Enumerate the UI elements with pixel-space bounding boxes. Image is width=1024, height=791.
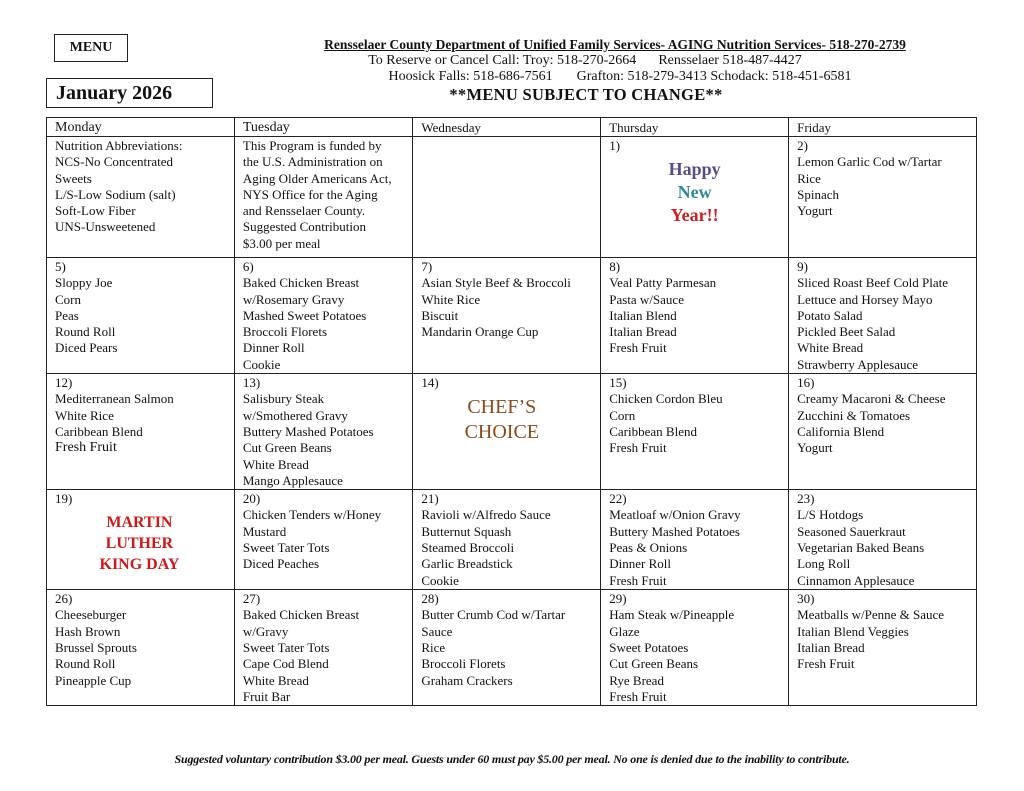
special-text-line: CHEF’S: [467, 396, 537, 419]
menu-item: Italian Bread: [797, 640, 865, 656]
menu-item: White Rice: [55, 407, 114, 423]
menu-item: Mashed Sweet Potatoes: [242, 307, 367, 323]
menu-item: Round Roll: [55, 656, 116, 672]
special-text-line: CHOICE: [464, 421, 540, 444]
day-cell: [234, 374, 412, 490]
menu-item: Sweet Potatoes: [609, 640, 689, 656]
menu-item: White Bread: [242, 672, 309, 688]
menu-item: Yogurt: [797, 203, 833, 219]
menu-item: Cheeseburger: [55, 607, 127, 623]
date-number: 19): [55, 491, 73, 507]
special-text-line: MARTIN: [106, 514, 173, 532]
day-cell: [47, 137, 235, 258]
menu-item: Salisbury Steak: [242, 391, 325, 407]
menu-item: Garlic Breadstick: [421, 556, 513, 572]
date-number: 6): [242, 259, 254, 274]
weekday-header-row: [47, 118, 977, 137]
menu-item: Pasta w/Sauce: [609, 291, 684, 307]
date-number: 22): [609, 491, 627, 507]
date-number: 28): [421, 591, 439, 607]
menu-item: Caribbean Blend: [609, 423, 697, 439]
contribution-footer: Suggested voluntary contribution $3.00 per meal. Guests under 60 must pay $5.00 per meal. No one is denied due to the inability to contribute.: [174, 752, 850, 766]
day-cell: [601, 137, 789, 258]
menu-item: Sauce: [421, 623, 453, 639]
menu-item: This Program is funded by: [242, 138, 382, 153]
week-row: [47, 590, 977, 706]
menu-item: Cookie: [421, 572, 459, 588]
menu-item: Broccoli Florets: [421, 656, 506, 672]
menu-item: California Blend: [797, 423, 885, 439]
menu-item: Corn: [55, 291, 81, 307]
day-header-tuesday: Tuesday: [234, 118, 412, 137]
menu-item: Long Roll: [797, 556, 851, 572]
menu-item: Diced Peaches: [242, 556, 320, 572]
menu-item: Round Roll: [55, 324, 116, 340]
menu-item: Hash Brown: [55, 623, 121, 639]
menu-item: Rice: [421, 640, 446, 656]
menu-item: w/Gravy: [242, 623, 289, 639]
menu-item: Creamy Macaroni & Cheese: [797, 391, 946, 407]
day-header-friday: Friday: [789, 118, 977, 137]
menu-item: White Bread: [797, 340, 864, 356]
date-number: 15): [609, 375, 627, 391]
menu-item: Suggested Contribution: [242, 219, 367, 235]
date-number: 1): [609, 138, 621, 153]
day-cell: [413, 490, 601, 590]
menu-item: Sweet Tater Tots: [242, 540, 330, 556]
menu-item: Cut Green Beans: [609, 656, 699, 672]
day-cell: [234, 590, 412, 706]
menu-item: Rye Bread: [609, 672, 664, 688]
menu-item: w/Smothered Gravy: [242, 407, 348, 423]
day-header-monday: Monday: [47, 118, 235, 137]
menu-item: Mandarin Orange Cup: [421, 324, 539, 340]
menu-item: Buttery Mashed Potatoes: [609, 523, 740, 539]
menu-item: Soft-Low Fiber: [55, 203, 136, 219]
menu-item: Fresh Fruit: [609, 440, 667, 456]
day-cell: [789, 374, 977, 490]
day-cell: [234, 258, 412, 374]
menu-item: Sliced Roast Beef Cold Plate: [797, 275, 949, 291]
menu-item: Zucchini & Tomatoes: [797, 407, 911, 423]
menu-item: Rice: [797, 170, 821, 186]
menu-item: Butter Crumb Cod w/Tartar: [421, 607, 566, 623]
month-title: January 2026: [46, 78, 213, 108]
menu-item: Butternut Squash: [421, 523, 512, 539]
date-number: 20): [242, 491, 261, 507]
day-header-wednesday: Wednesday: [413, 118, 601, 137]
change-notice: **MENU SUBJECT TO CHANGE**: [449, 85, 723, 104]
menu-item: $3.00 per meal: [242, 235, 321, 251]
menu-item: Fresh Fruit: [609, 572, 667, 588]
menu-item: Steamed Broccoli: [421, 540, 515, 556]
menu-item: Potato Salad: [797, 307, 863, 323]
menu-item: Fresh Fruit: [609, 340, 667, 356]
menu-item: the U.S. Administration on: [242, 154, 383, 170]
date-number: 27): [242, 591, 261, 607]
date-number: 16): [797, 375, 815, 391]
date-number: 26): [55, 591, 73, 607]
menu-item: Fresh Fruit: [797, 656, 855, 672]
menu-item: Chicken Cordon Bleu: [609, 391, 723, 407]
menu-item: Cape Cod Blend: [242, 656, 329, 672]
date-number: 7): [421, 259, 433, 274]
menu-item: White Bread: [242, 456, 309, 472]
menu-item: Veal Patty Parmesan: [609, 275, 717, 291]
day-cell: [47, 590, 235, 706]
menu-item: Nutrition Abbreviations:: [55, 138, 183, 153]
day-cell: [234, 137, 412, 258]
date-number: 13): [242, 375, 261, 391]
day-cell: [413, 258, 601, 374]
menu-item: Glaze: [609, 623, 640, 639]
menu-item: Mango Applesauce: [242, 472, 343, 488]
day-cell: [47, 258, 235, 374]
menu-item: Lettuce and Horsey Mayo: [797, 291, 933, 307]
date-number: 30): [797, 591, 815, 607]
menu-item: Cut Green Beans: [242, 440, 332, 456]
date-number: 2): [797, 138, 808, 153]
date-number: 12): [55, 375, 73, 391]
menu-item: Asian Style Beef & Broccoli: [421, 275, 571, 291]
menu-item: Pineapple Cup: [55, 672, 132, 688]
menu-item: Broccoli Florets: [242, 324, 328, 340]
day-cell: [601, 590, 789, 706]
menu-item: Cookie: [242, 356, 281, 372]
holiday-mlk-day: [55, 512, 234, 575]
day-cell: [47, 490, 235, 590]
rensselaer-phone: Rensselaer 518-487-4427: [658, 53, 802, 68]
sites-line: [230, 69, 1010, 85]
day-cell: [789, 590, 977, 706]
grafton-schodack-phone: Grafton: 518-279-3413 Schodack: 518-451-6581: [576, 69, 852, 84]
special-text-line: New: [677, 182, 712, 203]
menu-item: Dinner Roll: [609, 556, 671, 572]
menu-item: Italian Bread: [609, 324, 677, 340]
day-cell: [789, 490, 977, 590]
week-row: [47, 258, 977, 374]
menu-item: Sweet Tater Tots: [242, 640, 330, 656]
menu-item: L/S Hotdogs: [797, 507, 864, 523]
date-number: 8): [609, 259, 621, 274]
hoosick-phone: Hoosick Falls: 518-686-7561: [388, 69, 553, 84]
special-text-line: Year!!: [670, 205, 719, 226]
day-cell: [413, 137, 601, 258]
date-number: 21): [421, 491, 439, 507]
menu-item: Biscuit: [421, 307, 459, 323]
menu-item: Strawberry Applesauce: [797, 356, 919, 372]
menu-item: Seasoned Sauerkraut: [797, 523, 906, 539]
menu-item: NCS-No Concentrated: [55, 154, 174, 170]
menu-item: Italian Blend: [609, 307, 677, 323]
menu-item: Brussel Sprouts: [55, 640, 137, 656]
menu-item: Sloppy Joe: [55, 275, 113, 291]
menu-item: Fresh Fruit: [55, 440, 117, 456]
day-cell: [47, 374, 235, 490]
menu-calendar: [46, 117, 977, 706]
menu-item: Cinnamon Applesauce: [797, 572, 915, 588]
menu-item: Lemon Garlic Cod w/Tartar: [797, 154, 942, 170]
page-header: [150, 36, 1010, 105]
menu-label-box: MENU: [54, 34, 128, 62]
menu-item: Aging Older Americans Act,: [242, 170, 392, 186]
day-cell: [413, 590, 601, 706]
menu-item: Pickled Beet Salad: [797, 324, 896, 340]
day-cell: [601, 490, 789, 590]
day-cell: [234, 490, 412, 590]
menu-item: UNS-Unsweetened: [55, 219, 156, 235]
menu-item: Graham Crackers: [421, 672, 513, 688]
holiday-new-year: [609, 158, 788, 227]
day-cell: [601, 374, 789, 490]
menu-item: Sweets: [55, 170, 92, 186]
week-row: [47, 490, 977, 590]
menu-item: Fruit Bar: [242, 688, 291, 704]
date-number: 14): [421, 375, 439, 391]
week-row: [47, 374, 977, 490]
special-text-line: Happy: [668, 159, 721, 180]
menu-item: Meatloaf w/Onion Gravy: [609, 507, 741, 523]
menu-item: Italian Blend Veggies: [797, 623, 909, 639]
chefs-choice: [421, 395, 600, 445]
menu-item: Baked Chicken Breast: [242, 275, 360, 291]
date-number: 29): [609, 591, 627, 607]
menu-item: White Rice: [421, 291, 481, 307]
special-text-line: LUTHER: [105, 535, 174, 553]
menu-item: Baked Chicken Breast: [242, 607, 360, 623]
menu-item: Dinner Roll: [242, 340, 305, 356]
menu-item: Mustard: [242, 523, 287, 539]
menu-item: NYS Office for the Aging: [242, 186, 378, 202]
troy-phone: To Reserve or Cancel Call: Troy: 518-270-2664: [368, 53, 637, 68]
menu-item: Peas & Onions: [609, 540, 688, 556]
menu-item: Diced Pears: [55, 340, 118, 356]
menu-item: Ham Steak w/Pineapple: [609, 607, 735, 623]
date-number: 9): [797, 259, 808, 274]
menu-item: Ravioli w/Alfredo Sauce: [421, 507, 551, 523]
day-cell: [789, 137, 977, 258]
menu-item: Peas: [55, 307, 79, 323]
day-cell: [413, 374, 601, 490]
menu-item: and Rensselaer County.: [242, 203, 366, 219]
menu-item: Yogurt: [797, 440, 833, 456]
reserve-line: [160, 53, 1010, 69]
menu-item: Spinach: [797, 186, 839, 202]
menu-item: w/Rosemary Gravy: [242, 291, 345, 307]
menu-item: L/S-Low Sodium (salt): [55, 186, 176, 202]
menu-item: Fresh Fruit: [609, 688, 667, 704]
day-cell: [601, 258, 789, 374]
menu-item: Caribbean Blend: [55, 423, 143, 439]
day-cell: [789, 258, 977, 374]
date-number: 5): [55, 259, 66, 274]
date-number: 23): [797, 491, 815, 507]
menu-item: Mediterranean Salmon: [55, 391, 174, 407]
menu-item: Chicken Tenders w/Honey: [242, 507, 382, 523]
special-text-line: KING DAY: [99, 556, 180, 574]
menu-item: Vegetarian Baked Beans: [797, 540, 925, 556]
day-header-thursday: Thursday: [601, 118, 789, 137]
menu-item: Buttery Mashed Potatoes: [242, 423, 374, 439]
menu-item: Meatballs w/Penne & Sauce: [797, 607, 945, 623]
week-row: [47, 137, 977, 258]
menu-item: Corn: [609, 407, 636, 423]
organization-title: Rensselaer County Department of Unified Family Services- AGING Nutrition Services- 518-270-2739: [324, 37, 906, 52]
